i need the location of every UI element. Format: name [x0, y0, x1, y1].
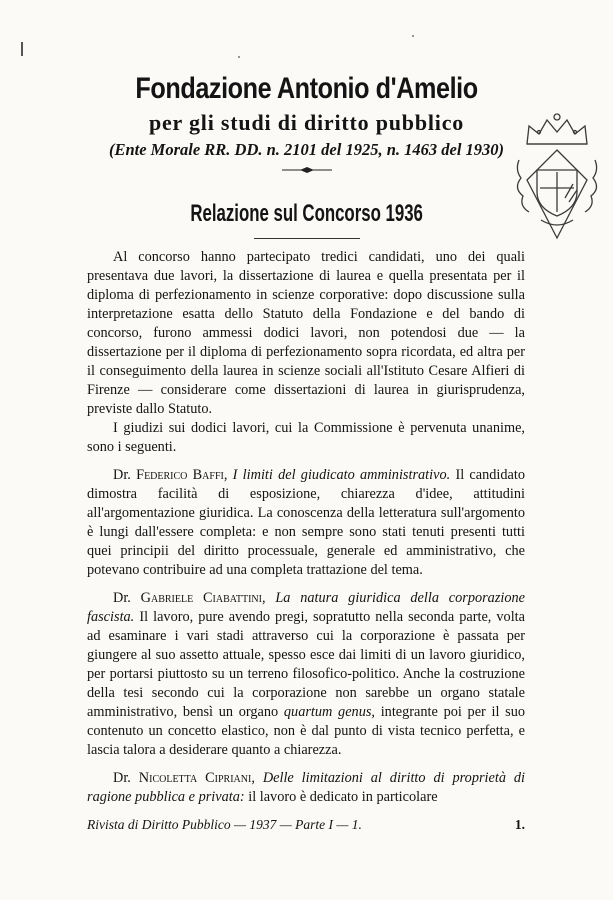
ente-morale-line: (Ente Morale RR. DD. n. 2101 del 1925, n. 1463 del 1930) [108, 140, 505, 159]
ornament-divider-icon [282, 166, 332, 174]
paragraph-candidate: Dr. Gabriele Ciabattini, La natura giuridica della corporazione fascista. Il lavoro, pure avendo pregi, sopratutto nella seconda parte, volta ad esaminare i vari stadi attraverso cui la corporazione è passata per giungere al suo assetto attuale, spesso esce dai limiti di un lavoro giuridico, per portarsi piuttosto su un terreno filosofico-politico. Anche la costruzione della tesi secondo cui la corporazione non sarebbe un organo statale amministrativo, bensì un organo quartum genus, integrante poi per il suo contenuto un concetto elastico, non è dal punto di vista tecnico perfetta, e lascia talora a desiderare quanto a chiarezza. [87, 590, 526, 758]
latin-term: quartum genus, [283, 704, 375, 720]
page-number: 1. [514, 817, 525, 832]
section-rule [254, 238, 360, 239]
speck [238, 56, 240, 58]
candidate-name: Nicoletta Cipriani [138, 770, 252, 786]
crowned-savoy-shield-icon [513, 108, 601, 248]
thesis-title: I limiti del giudicato amministrativo. [232, 467, 451, 483]
paragraph-candidate: Dr. Federico Baffi, I limiti del giudicato amministrativo. Il candidato dimostra facilità di esposizione, chiarezza d'idee, attitudini all'argomentazione giuridica. La conoscenza della letteratura sull'argomento è lungi dall'essere completa: e non sempre sono stati tenuti presenti tutti quei principii del diritto processuale, generale ed amministrativo, che potevano contribuire ad una completa trattazione del tema. [87, 467, 525, 578]
section-title: Relazione sul Concorso 1936 [190, 200, 423, 227]
paragraph: I giudizi sui dodici lavori, cui la Commissione è pervenuta unanime, sono i seguenti. [87, 420, 525, 455]
candidate-name: Gabriele Ciabattini [140, 590, 262, 606]
paragraph-candidate: Dr. Nicoletta Cipriani, Delle limitazioni al diritto di proprietà di ragione pubblica e privata: il lavoro è dedicato in particolare [87, 770, 525, 805]
page-footer [87, 817, 525, 833]
paragraph: Al concorso hanno partecipato tredici candidati, uno dei quali presentava due lavori, la dissertazione di laurea e quella presentata per il diploma di perfezionamento in scienze corporative: dopo discussione sulla interpretazione esatta dello Statuto della Fondazione e del bando di concorso, furono ammessi dodici lavori, non potendosi due — la dissertazione per il diploma di perfezionamento sopra ricordata, ed altra per il conseguimento della laurea in scienze sociali all'Istituto Cesare Alfieri di Firenze — considerare come dissertazioni di laurea in giurisprudenza, previste dallo Statuto. [87, 249, 525, 417]
speck [412, 35, 414, 37]
thesis-title: La natura giuridica della corporazione fascista. [87, 590, 526, 625]
report-body [87, 248, 525, 807]
foundation-title: Fondazione Antonio d'Amelio [135, 72, 478, 105]
foundation-subtitle: per gli studi di diritto pubblico [148, 110, 465, 135]
thesis-title: Delle limitazioni al diritto di proprietà di ragione pubblica e privata: [87, 770, 525, 805]
margin-mark [21, 42, 23, 56]
candidate-name: Federico Baffi [136, 467, 224, 483]
journal-line: Rivista di Diritto Pubblico — 1937 — Parte I — 1. [87, 817, 362, 832]
